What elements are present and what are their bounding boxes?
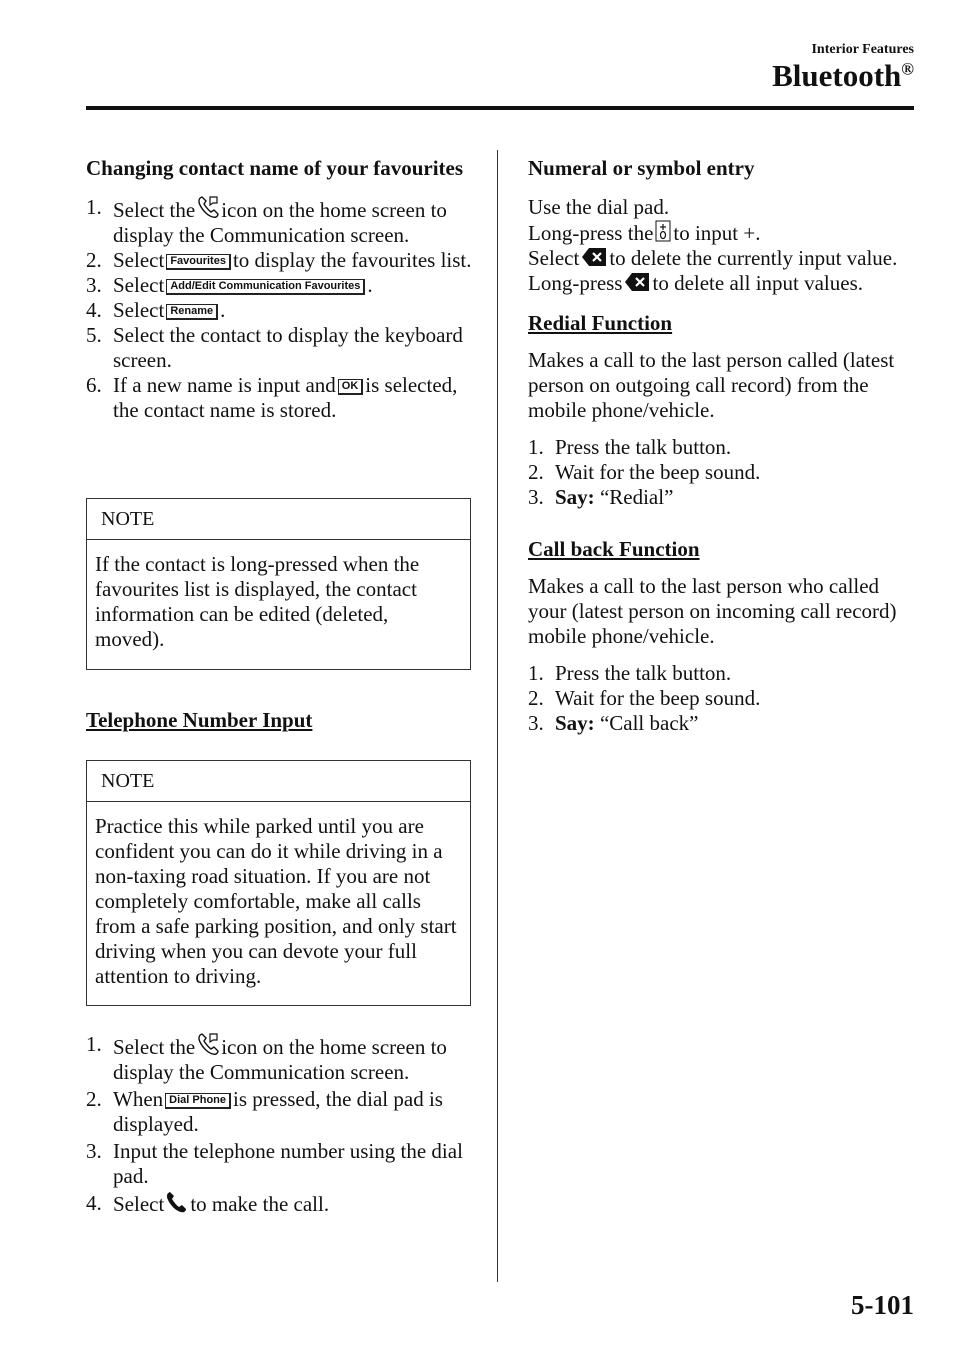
list-item bbox=[528, 661, 914, 686]
list-item bbox=[86, 1191, 472, 1217]
note-body: If the contact is long-pressed when the favourites list is displayed, the contact information can be edited (deleted, moved). bbox=[95, 552, 420, 651]
telephone-number-input-heading: Telephone Number Input bbox=[86, 708, 313, 732]
line-text: to input +. bbox=[673, 221, 761, 245]
rename-steps bbox=[86, 195, 472, 423]
call-back-function-heading: Call back Function bbox=[528, 537, 700, 561]
registered-mark: ® bbox=[901, 59, 914, 79]
note-title: NOTE bbox=[87, 761, 470, 802]
step-number: 1. bbox=[86, 1032, 102, 1056]
list-item bbox=[86, 373, 472, 423]
step-number: 3. bbox=[528, 711, 544, 735]
text-line bbox=[528, 271, 914, 296]
say-label: Say: bbox=[555, 711, 595, 735]
redial-steps bbox=[528, 435, 914, 510]
list-item bbox=[86, 1032, 472, 1085]
redial-description: Makes a call to the last person called (latest person on outgoing call record) from the mobile phone/vehicle. bbox=[528, 348, 895, 422]
page-header bbox=[0, 0, 960, 112]
text-line bbox=[528, 195, 914, 220]
left-column bbox=[86, 156, 472, 423]
communication-icon bbox=[197, 1032, 219, 1056]
step-text: Select bbox=[113, 273, 165, 297]
list-item bbox=[528, 460, 914, 485]
line-text: Long-press bbox=[528, 271, 623, 295]
step-text: Select the bbox=[113, 198, 196, 222]
step-number: 3. bbox=[528, 485, 544, 509]
step-text: Select the contact to display the keyboard screen. bbox=[113, 323, 463, 372]
voice-command-text: “Call back” bbox=[599, 711, 699, 735]
backspace-icon bbox=[624, 272, 650, 292]
backspace-icon bbox=[581, 247, 607, 267]
step-text: Select bbox=[113, 1192, 165, 1216]
dial-phone-button[interactable]: Dial Phone bbox=[165, 1093, 231, 1109]
dial-steps bbox=[86, 1032, 472, 1217]
step-text: to make the call. bbox=[190, 1192, 330, 1216]
step-text: . bbox=[367, 273, 373, 297]
communication-icon bbox=[197, 195, 219, 219]
page-number: 5-101 bbox=[851, 1290, 914, 1320]
list-item bbox=[86, 323, 472, 373]
list-item bbox=[86, 248, 472, 273]
step-text: Wait for the beep sound. bbox=[555, 686, 761, 710]
step-number: 3. bbox=[86, 1139, 102, 1163]
note-box-contact-edit bbox=[86, 498, 471, 670]
step-text: Press the talk button. bbox=[555, 661, 732, 685]
zero-plus-key-icon bbox=[655, 220, 671, 242]
step-text: Select bbox=[113, 298, 165, 322]
section-label: Interior Features bbox=[811, 42, 914, 57]
list-item bbox=[86, 1139, 472, 1189]
note-box-driving-safety bbox=[86, 760, 471, 1006]
step-text: Input the telephone number using the dial pad. bbox=[113, 1139, 463, 1188]
step-number: 2. bbox=[528, 686, 544, 710]
step-number: 3. bbox=[86, 273, 102, 297]
step-text: to display the favourites list. bbox=[232, 248, 472, 272]
list-item bbox=[86, 195, 472, 248]
step-text: Select the bbox=[113, 1035, 196, 1059]
call-back-description: Makes a call to the last person who called your (latest person on incoming call record) mobile phone/vehicle. bbox=[528, 574, 897, 648]
step-text: When bbox=[113, 1087, 164, 1111]
favourites-rename-heading: Changing contact name of your favourites bbox=[86, 156, 464, 180]
line-text: to delete the currently input value. bbox=[609, 246, 898, 270]
numeral-entry-heading: Numeral or symbol entry bbox=[528, 156, 755, 180]
text-line bbox=[528, 246, 914, 271]
say-label: Say: bbox=[555, 485, 595, 509]
step-number: 1. bbox=[528, 435, 544, 459]
favourites-button[interactable]: Favourites bbox=[166, 254, 231, 270]
step-number: 2. bbox=[86, 248, 102, 272]
chapter-name: Bluetooth bbox=[772, 58, 902, 93]
rename-button[interactable]: Rename bbox=[166, 304, 218, 320]
list-item bbox=[528, 435, 914, 460]
voice-command-text: “Redial” bbox=[599, 485, 674, 509]
list-item bbox=[528, 711, 914, 736]
add-edit-favourites-button[interactable]: Add/Edit Communication Favourites bbox=[166, 279, 365, 295]
list-item bbox=[528, 485, 914, 510]
redial-function-heading: Redial Function bbox=[528, 311, 673, 335]
step-text: Select bbox=[113, 248, 165, 272]
note-body: Practice this while parked until you are confident you can do it while driving in a non-taxing road situation. If you are not completely comfortable, make all calls from a safe parking position, and only start driving when you can devote your full attention to driving. bbox=[95, 814, 457, 988]
right-column bbox=[528, 156, 914, 736]
line-text: Select bbox=[528, 246, 580, 270]
text-line bbox=[528, 220, 914, 246]
line-text: Use the dial pad. bbox=[528, 195, 670, 219]
header-rule bbox=[86, 106, 914, 110]
step-number: 1. bbox=[528, 661, 544, 685]
call-back-steps bbox=[528, 661, 914, 736]
numeral-entry-text bbox=[528, 195, 914, 296]
step-text: icon on the home screen to display the Communication screen. bbox=[113, 198, 447, 247]
step-number: 4. bbox=[86, 1191, 102, 1215]
step-number: 5. bbox=[86, 323, 102, 347]
step-text: icon on the home screen to display the Communication screen. bbox=[113, 1035, 447, 1084]
line-text: Long-press the bbox=[528, 221, 654, 245]
list-item bbox=[86, 273, 472, 298]
step-text: If a new name is input and bbox=[113, 373, 336, 397]
step-number: 2. bbox=[86, 1087, 102, 1111]
step-number: 1. bbox=[86, 195, 102, 219]
list-item bbox=[86, 1087, 472, 1137]
step-text: . bbox=[220, 298, 226, 322]
step-number: 4. bbox=[86, 298, 102, 322]
ok-button[interactable]: OK bbox=[338, 379, 364, 395]
line-text: to delete all input values. bbox=[652, 271, 864, 295]
note-title: NOTE bbox=[87, 499, 470, 540]
chapter-title bbox=[772, 58, 914, 94]
step-text: is selected, the contact name is stored. bbox=[113, 373, 458, 422]
step-text: Press the talk button. bbox=[555, 435, 732, 459]
phone-handset-icon bbox=[166, 1191, 188, 1213]
list-item bbox=[528, 686, 914, 711]
step-number: 6. bbox=[86, 373, 102, 397]
step-text: Wait for the beep sound. bbox=[555, 460, 761, 484]
column-divider bbox=[497, 150, 498, 1282]
step-text: is pressed, the dial pad is displayed. bbox=[113, 1087, 443, 1136]
list-item bbox=[86, 298, 472, 323]
step-number: 2. bbox=[528, 460, 544, 484]
